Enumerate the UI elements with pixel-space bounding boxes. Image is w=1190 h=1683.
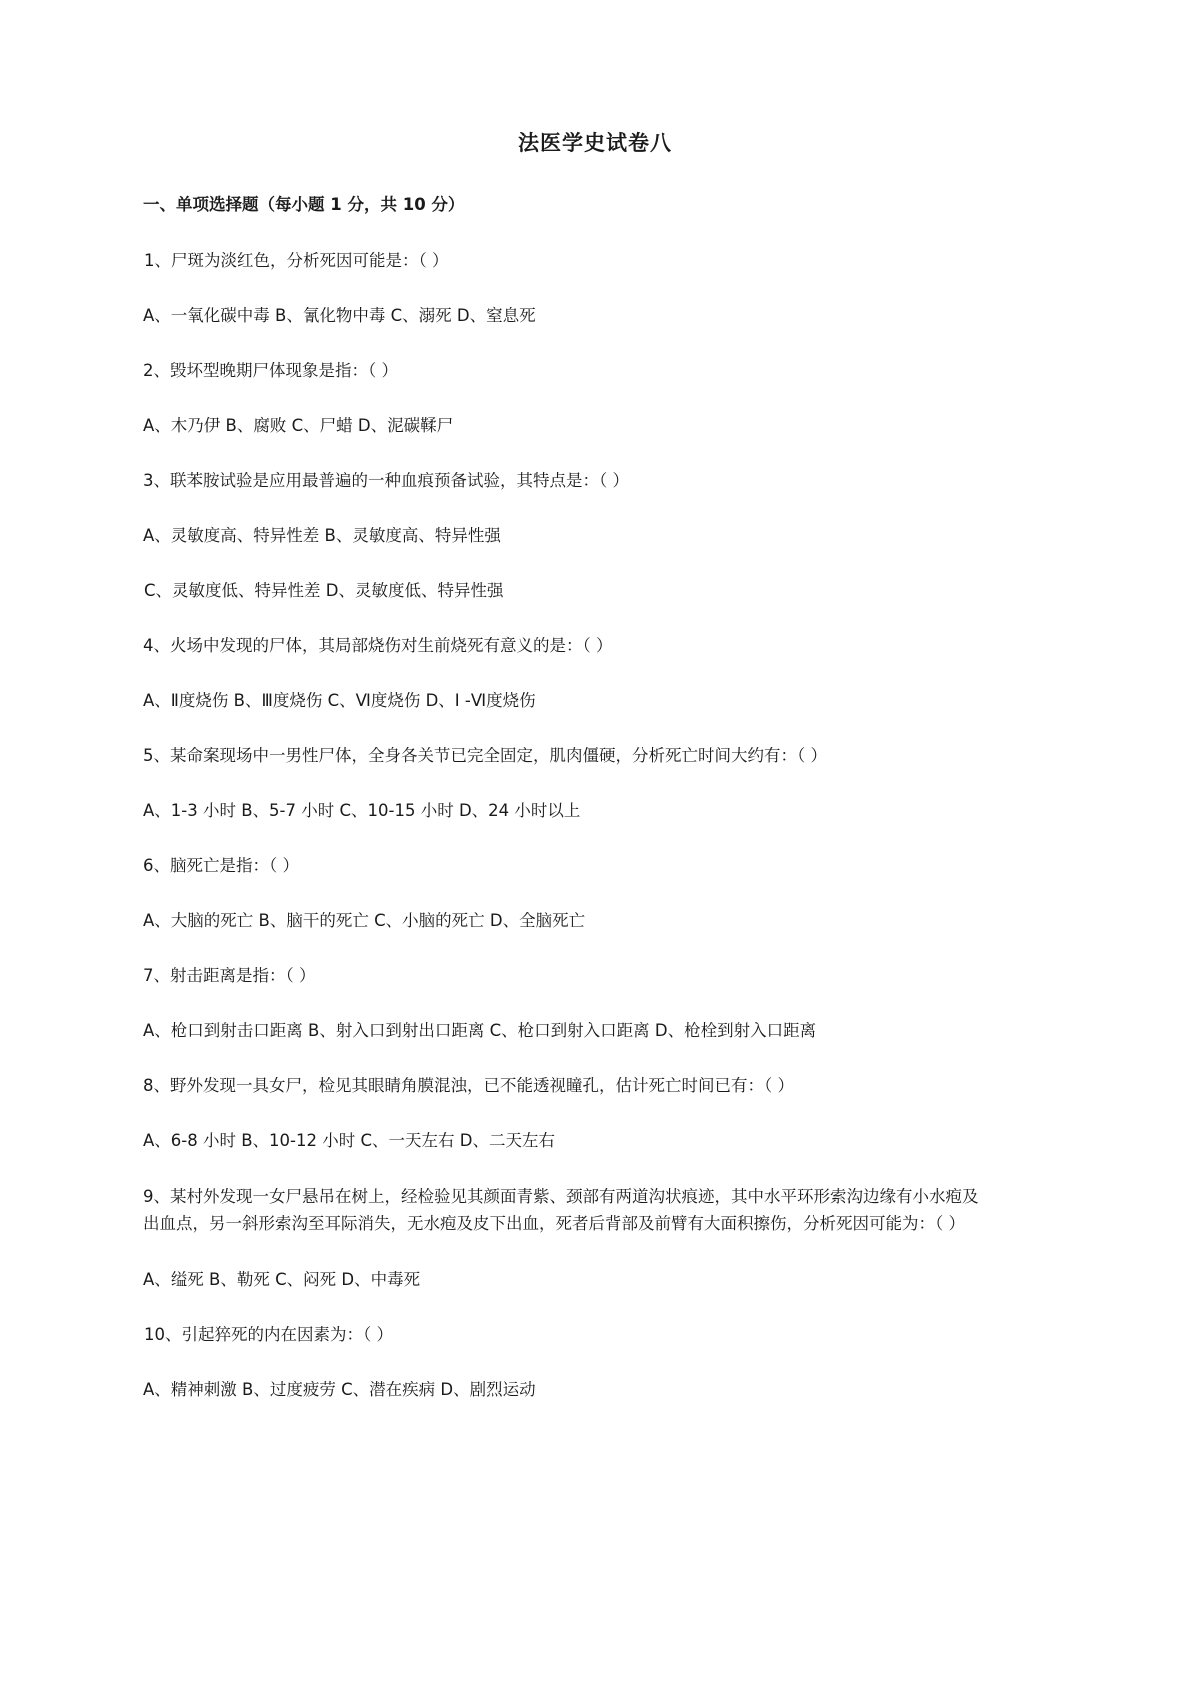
question-3: 3、联苯胺试验是应用最普遍的一种血痕预备试验，其特点是：（ ） [143,471,629,490]
question-1-options: A、一氧化碳中毒 B、氰化物中毒 C、溺死 D、窒息死 [143,306,536,325]
page-title: 法医学史试卷八 [518,131,672,155]
question-4-options: A、Ⅱ度烧伤 B、Ⅲ度烧伤 C、Ⅵ度烧伤 D、Ⅰ -Ⅵ度烧伤 [143,691,536,710]
question-1: 1、尸斑为淡红色，分析死因可能是：（ ） [144,251,449,270]
question-3-options-cd: C、灵敏度低、特异性差 D、灵敏度低、特异性强 [144,581,504,600]
question-8-options: A、6-8 小时 B、10-12 小时 C、一天左右 D、二天左右 [143,1131,555,1150]
question-2-options: A、木乃伊 B、腐败 C、尸蜡 D、泥碳鞣尸 [143,416,454,435]
question-10-options: A、精神刺激 B、过度疲劳 C、潜在疾病 D、剧烈运动 [143,1380,536,1399]
question-7-options: A、枪口到射击口距离 B、射入口到射出口距离 C、枪口到射入口距离 D、枪栓到射入口距离 [143,1021,817,1040]
question-5: 5、某命案现场中一男性尸体，全身各关节已完全固定，肌肉僵硬，分析死亡时间大约有：（ ） [143,746,827,765]
question-3-options-ab: A、灵敏度高、特异性差 B、灵敏度高、特异性强 [143,526,501,545]
question-2: 2、毁坏型晚期尸体现象是指：（ ） [143,361,398,380]
question-7: 7、射击距离是指：（ ） [143,966,316,985]
question-6: 6、脑死亡是指：（ ） [143,856,299,875]
section-heading: 一、单项选择题（每小题 1 分，共 10 分） [143,195,465,214]
question-4: 4、火场中发现的尸体，其局部烧伤对生前烧死有意义的是：（ ） [143,636,613,655]
question-6-options: A、大脑的死亡 B、脑干的死亡 C、小脑的死亡 D、全脑死亡 [143,911,586,930]
question-9-line-2: 出血点，另一斜形索沟至耳际消失，无水疱及皮下出血，死者后背部及前臂有大面积擦伤，分析死因可能为：（ ） [143,1214,965,1233]
question-10: 10、引起猝死的内在因素为：（ ） [144,1325,393,1344]
question-9-options: A、缢死 B、勒死 C、闷死 D、中毒死 [143,1270,421,1289]
question-5-options: A、1-3 小时 B、5-7 小时 C、10-15 小时 D、24 小时以上 [143,801,581,820]
question-9-line-1: 9、某村外发现一女尸悬吊在树上，经检验见其颜面青紫、颈部有两道沟状痕迹，其中水平环形索沟边缘有小水疱及 [143,1187,979,1206]
question-8: 8、野外发现一具女尸，检见其眼睛角膜混浊，已不能透视瞳孔，估计死亡时间已有：（ ） [143,1076,794,1095]
